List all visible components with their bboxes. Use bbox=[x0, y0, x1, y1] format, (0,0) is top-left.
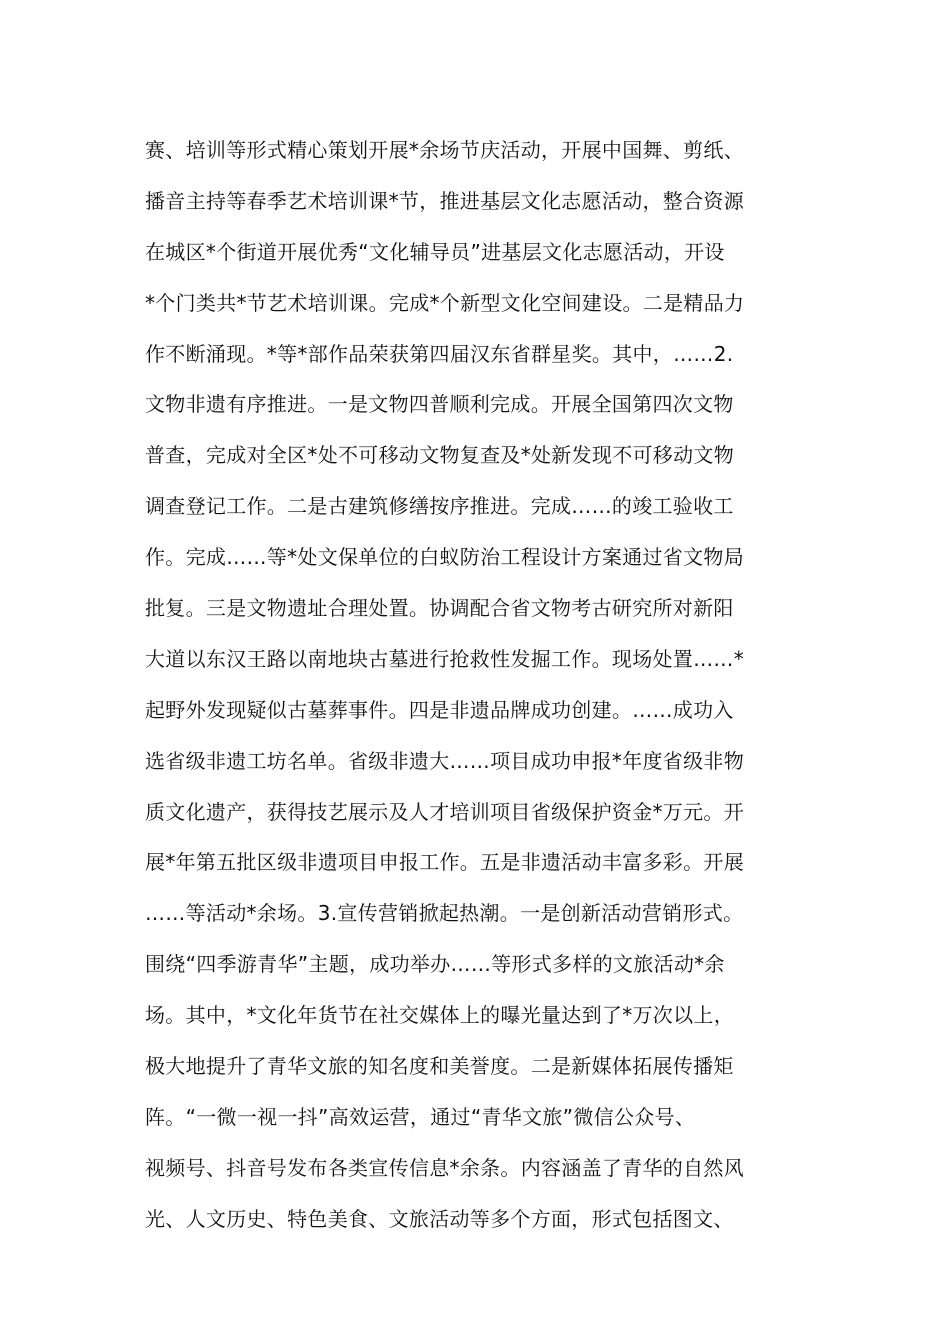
text-line: 调查登记工作。二是古建筑修缮按序推进。完成……的竣工验收工 bbox=[145, 494, 734, 519]
text-line: 场。其中，*文化年货节在社交媒体上的曝光量达到了*万次以上， bbox=[145, 1003, 734, 1028]
body-text bbox=[145, 125, 815, 1245]
text-line: 视频号、抖音号发布各类宣传信息*余条。内容涵盖了青华的自然风 bbox=[145, 1155, 744, 1180]
text-line: 选省级非遗工坊名单。省级非遗大……项目成功申报*年度省级非物 bbox=[145, 748, 744, 773]
text-line: 在城区*个街道开展优秀“文化辅导员”进基层文化志愿活动，开设 bbox=[145, 239, 725, 264]
text-line: 围绕“四季游青华”主题，成功举办……等形式多样的文旅活动*余 bbox=[145, 952, 725, 977]
text-line: *个门类共*节艺术培训课。完成*个新型文化空间建设。二是精品力 bbox=[145, 290, 745, 315]
text-line: 起野外发现疑似古墓葬事件。四是非遗品牌成功创建。……成功入 bbox=[145, 697, 734, 722]
text-line: 大道以东汉王路以南地块古墓进行抢救性发掘工作。现场处置……* bbox=[145, 646, 744, 671]
text-line: 赛、培训等形式精心策划开展*余场节庆活动，开展中国舞、剪纸、 bbox=[145, 138, 744, 162]
text-line: 普查，完成对全区*处不可移动文物复查及*处新发现不可移动文物 bbox=[145, 443, 734, 468]
text-line: 播音主持等春季艺术培训课*节，推进基层文化志愿活动，整合资源 bbox=[145, 188, 744, 213]
text-line: 极大地提升了青华文旅的知名度和美誉度。二是新媒体拓展传播矩 bbox=[145, 1054, 734, 1079]
text-line: ……等活动*余场。3.宣传营销掀起热潮。一是创新活动营销形式。 bbox=[145, 901, 744, 926]
text-line: 作。完成……等*处文保单位的白蚁防治工程设计方案通过省文物局 bbox=[145, 545, 744, 570]
text-line: 光、人文历史、特色美食、文旅活动等多个方面，形式包括图文、 bbox=[145, 1206, 734, 1231]
text-line: 阵。“一微一视一抖”高效运营，通过“青华文旅”微信公众号、 bbox=[145, 1104, 696, 1129]
text-line: 作不断涌现。*等*部作品荣获第四届汉东省群星奖。其中，……2. bbox=[145, 341, 734, 366]
text-line: 文物非遗有序推进。一是文物四普顺利完成。开展全国第四次文物 bbox=[145, 392, 734, 417]
text-line: 展*年第五批区级非遗项目申报工作。五是非遗活动丰富多彩。开展 bbox=[145, 850, 744, 875]
text-line: 质文化遗产，获得技艺展示及人才培训项目省级保护资金*万元。开 bbox=[145, 799, 744, 824]
text-line: 批复。三是文物遗址合理处置。协调配合省文物考古研究所对新阳 bbox=[145, 596, 734, 621]
